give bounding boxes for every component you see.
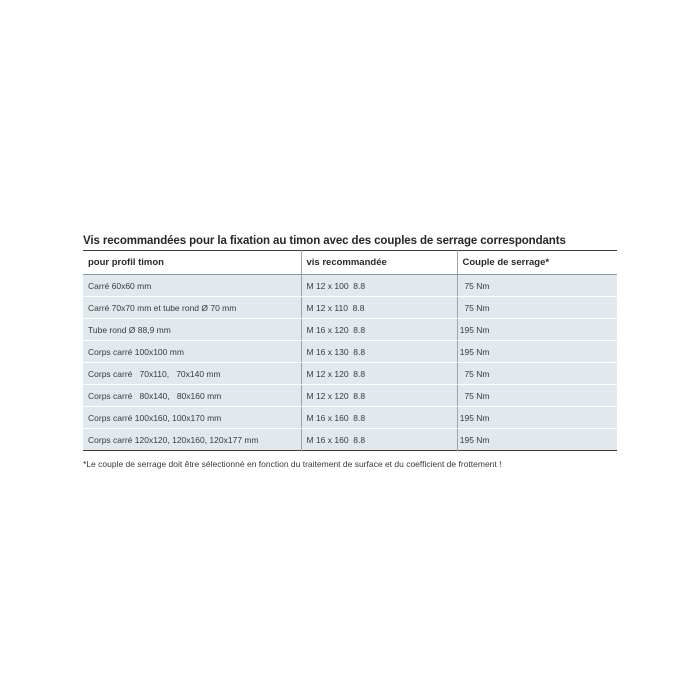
- cell-profile: Corps carré 100x100 mm: [83, 341, 301, 363]
- header-screw: vis recommandée: [301, 251, 457, 275]
- cell-profile: Corps carré 70x110, 70x140 mm: [83, 363, 301, 385]
- cell-profile: Carré 70x70 mm et tube rond Ø 70 mm: [83, 297, 301, 319]
- table-row: [83, 429, 617, 451]
- cell-screw: M 12 x 100 8.8: [301, 275, 457, 297]
- cell-screw: M 16 x 160 8.8: [301, 407, 457, 429]
- cell-screw: M 16 x 160 8.8: [301, 429, 457, 451]
- cell-torque: [457, 297, 617, 319]
- cell-torque: [457, 275, 617, 297]
- torque-value: 75 Nm: [464, 280, 490, 291]
- torque-value: 75 Nm: [464, 302, 490, 313]
- table-row: [83, 275, 617, 297]
- torque-value: 195 Nm: [459, 434, 490, 445]
- table-row: [83, 363, 617, 385]
- table-row: [83, 341, 617, 363]
- table-row: [83, 385, 617, 407]
- cell-profile: Corps carré 80x140, 80x160 mm: [83, 385, 301, 407]
- header-profile: pour profil timon: [83, 251, 301, 275]
- cell-torque: [457, 385, 617, 407]
- torque-value: 75 Nm: [464, 368, 490, 379]
- torque-value: 195 Nm: [459, 346, 490, 357]
- cell-torque: [457, 407, 617, 429]
- footnote: *Le couple de serrage doit être sélectionné en fonction du traitement de surface et du coefficient de frottement !: [83, 459, 502, 469]
- table-row: [83, 407, 617, 429]
- table-row: [83, 297, 617, 319]
- cell-profile: Tube rond Ø 88,9 mm: [83, 319, 301, 341]
- header-torque: Couple de serrage*: [457, 251, 617, 275]
- table-header-row: [83, 251, 617, 275]
- torque-value: 195 Nm: [459, 412, 490, 423]
- torque-value: 75 Nm: [464, 390, 490, 401]
- cell-screw: M 12 x 120 8.8: [301, 363, 457, 385]
- cell-torque: [457, 341, 617, 363]
- torque-value: 195 Nm: [459, 324, 490, 335]
- cell-torque: [457, 319, 617, 341]
- table-title: Vis recommandées pour la fixation au timon avec des couples de serrage correspondants: [83, 235, 566, 247]
- cell-screw: M 16 x 130 8.8: [301, 341, 457, 363]
- table-row: [83, 319, 617, 341]
- cell-screw: M 12 x 110 8.8: [301, 297, 457, 319]
- document: [83, 233, 617, 469]
- cell-screw: M 12 x 120 8.8: [301, 385, 457, 407]
- cell-profile: Carré 60x60 mm: [83, 275, 301, 297]
- cell-torque: [457, 429, 617, 451]
- cell-profile: Corps carré 120x120, 120x160, 120x177 mm: [83, 429, 301, 451]
- cell-screw: M 16 x 120 8.8: [301, 319, 457, 341]
- screw-torque-table: [83, 250, 617, 451]
- cell-profile: Corps carré 100x160, 100x170 mm: [83, 407, 301, 429]
- cell-torque: [457, 363, 617, 385]
